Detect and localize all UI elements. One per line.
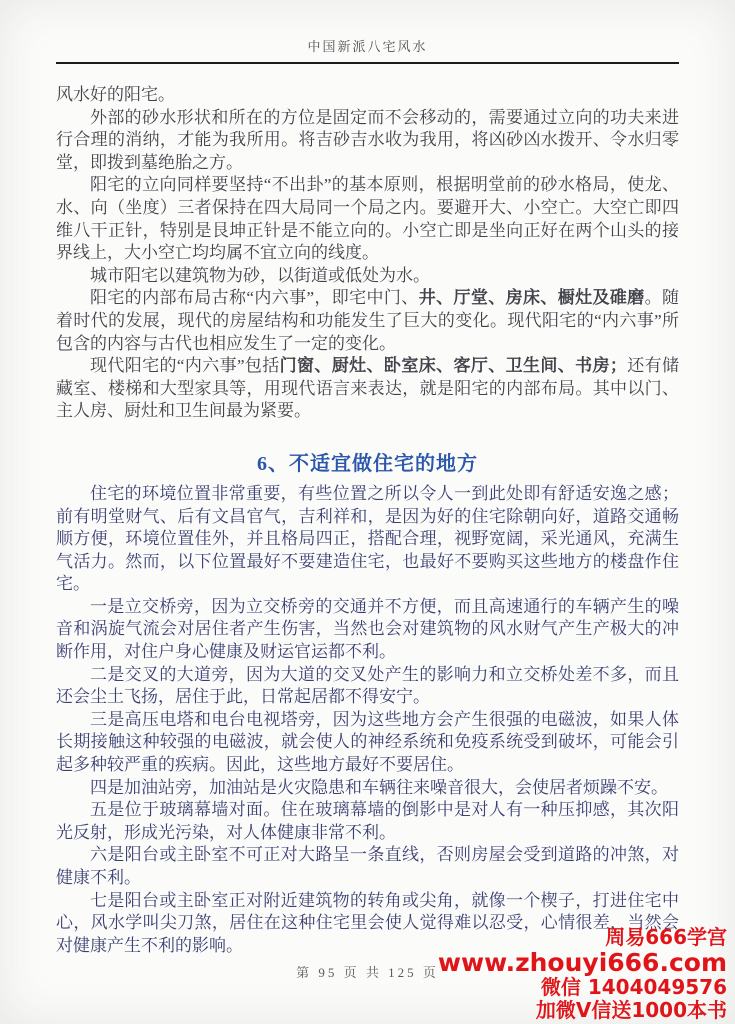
running-header-title: 中国新派八宅风水 (307, 39, 428, 54)
paragraph-run: 现代阳宅的“内六事”包括 (90, 356, 280, 376)
paragraph (56, 664, 679, 709)
paragraph-run: 外部的砂水形状和所在的方位是固定而不会移动的，需要通过立向的功夫来进行合理的消纳，才能为我所用。将吉砂吉水收为我用，将凶砂凶水拨开、令水归零堂，即拨到墓绝胎之方。 (56, 107, 679, 172)
paragraph (56, 483, 679, 596)
paragraph (56, 84, 679, 107)
paragraph-run: 住宅的环境位置非常重要，有些位置之所以令人一到此处即有舒适安逸之感；前有明堂财气、后有文昌官气，吉利祥和，是因为好的住宅除朝向好，道路交通畅顺方便，环境位置佳外，并且格局四正，搭配合理，视野宽阔，采光通风，充满生气活力。然而，以下位置最好不要建造住宅，也最好不要购买这些地方的楼盘作住宅。 (56, 483, 679, 594)
page-indicator: 第 95 页 共 125 页 (296, 965, 439, 980)
paragraph (56, 777, 679, 800)
paragraph-bold-run: 井、厅堂、房床、橱灶及碓磨 (418, 288, 645, 308)
paragraph (56, 844, 679, 889)
paragraph (56, 265, 679, 288)
body-paragraphs-bottom (56, 483, 679, 957)
paragraph-run: 二是交叉的大道旁，因为大道的交叉处产生的影响力和立交桥处差不多，而且还会尘土飞扬，居住于此，日常起居都不得安宁。 (56, 664, 679, 707)
watermark-promo: 加微V信送1000本书 (535, 998, 727, 1022)
watermark (438, 926, 727, 1022)
paragraph-bold-run: 门窗、厨灶、卧室床、客厅、卫生间、书房； (279, 356, 627, 376)
paragraph-run: 一是立交桥旁，因为立交桥旁的交通并不方便，而且高速通行的车辆产生的噪音和涡旋气流会对居住者产生伤害，当然也会对建筑物的风水财气产生产极大的冲断作用，对住户身心健康及财运官运都不利。 (56, 596, 679, 662)
paragraph-run: 四是加油站旁，加油站是火灾隐患和车辆往来噪音很大，会使居者烦躁不安。 (90, 777, 668, 797)
paragraph-run: 城市阳宅以建筑物为砂，以街道或低处为水。 (90, 265, 430, 285)
paragraph (56, 709, 679, 777)
paragraph-run: 七是阳台或主卧室正对附近建筑物的转角或尖角，就像一个楔子，打进住宅中心，风水学叫尖刀煞，居住在这种住宅里会使人觉得难以忍受，心情很差，当然会对健康产生不利的影响。 (56, 890, 679, 955)
paragraph (56, 107, 679, 175)
watermark-url: www.zhouyi666.com (437, 948, 727, 977)
body-paragraphs-top (56, 84, 679, 423)
paragraph-run: 阳宅的立向同样要坚持“不出卦”的基本原则，根据明堂前的砂水格局，使龙、水、向（坐度）三者保持在四大局同一个局之内。要避开大、小空亡。大空亡即四维八干正针，特别是艮坤正针是不能立向的。小空亡即是坐向正好在两个山头的接界线上，大小空亡均均属不宜立向的线度。 (56, 175, 679, 263)
running-header (56, 0, 679, 64)
paragraph-run: 三是高压电塔和电台电视塔旁，因为这些地方会产生很强的电磁波，如果人体长期接触这种较强的电磁波，就会使人的神经系统和免疫系统受到破坏，可能会引起多种较严重的疾病。因此，这些地方最好不要居住。 (56, 709, 679, 775)
paragraph (56, 174, 679, 264)
paragraph (56, 355, 679, 423)
paragraph (56, 287, 679, 355)
watermark-brand: 周易666学宫 (605, 925, 727, 949)
paragraph-run: 。随着时代的发展，现代的房屋结构和功能发生了巨大的变化。现代阳宅的“内六事”所包含的内容与古代也相应发生了一定的变化。 (56, 288, 680, 353)
paragraph-run: 六是阳台或主卧室不可正对大路呈一条直线，否则房屋会受到道路的冲煞，对健康不利。 (56, 845, 679, 887)
paragraph-run: 阳宅的内部布局古称“内六事”，即宅中门、 (90, 288, 419, 308)
section-heading: 6、不适宜做住宅的地方 (257, 452, 478, 475)
paragraph-run: 五是位于玻璃幕墙对面。住在玻璃幕墙的倒影中是对人有一种压抑感，其次阳光反射，形成光污染，对人体健康非常不利。 (56, 800, 679, 842)
paragraph-run: 还有储藏室、楼梯和大型家具等，用现代语言来表达，就是阳宅的内部布局。其中以门、主人房、厨灶和卫生间最为紧要。 (56, 356, 680, 421)
watermark-wechat: 微信 1404049576 (540, 975, 727, 999)
paragraph (56, 596, 679, 664)
header-rule (56, 62, 679, 64)
paragraph (56, 799, 679, 844)
paragraph-run: 风水好的阳宅。 (56, 85, 175, 104)
